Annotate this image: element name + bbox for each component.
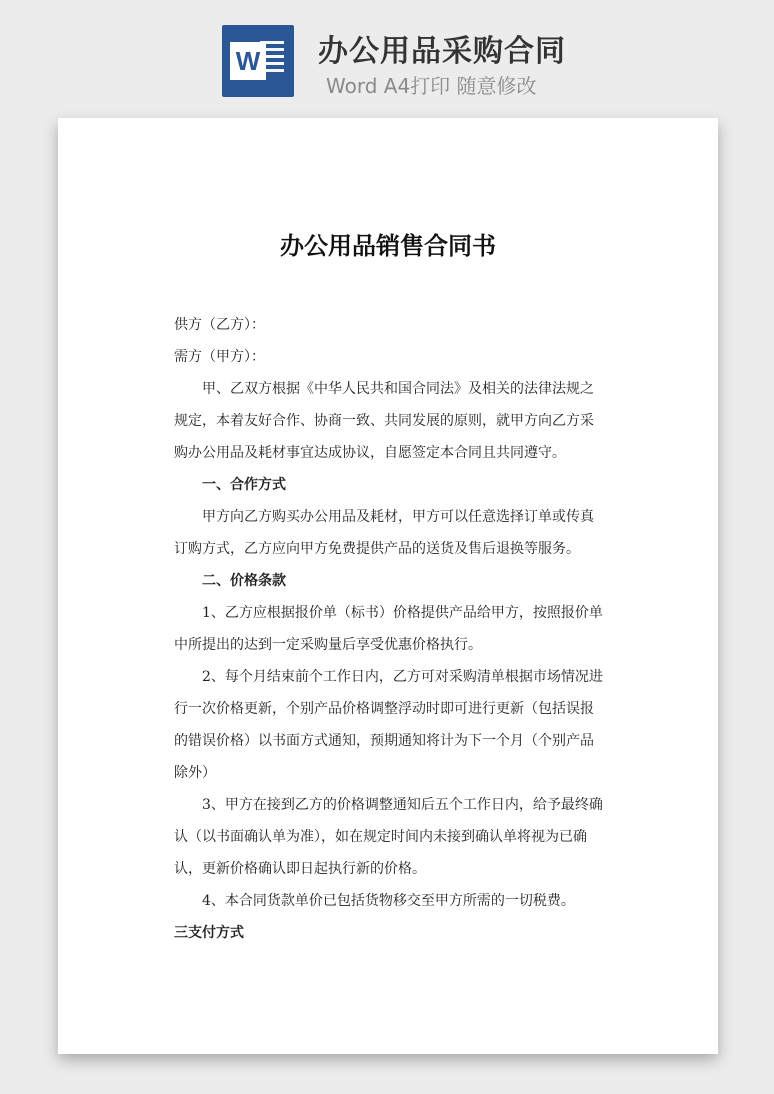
document-title: 办公用品销售合同书: [280, 231, 496, 260]
clause-1-paragraph: 1、乙方应根据报价单（标书）价格提供产品给甲方，按照报价单中所提出的达到一定采购量后享受优惠价格执行。: [174, 605, 603, 653]
intro-paragraph: 甲、乙双方根据《中华人民共和国合同法》及相关的法律法规之规定，本着友好合作、协商一致、共同发展的原则，就甲方向乙方采购办公用品及耗材事宜达成协议，自愿签定本合同且共同遵守。: [174, 381, 594, 461]
buyer-line: 需方（甲方）：: [174, 349, 265, 365]
header-title: 办公用品采购合同: [318, 34, 566, 69]
clause-4-paragraph: 4、本合同货款单价已包括货物移交至甲方所需的一切税费。: [202, 893, 575, 909]
word-icon: [222, 25, 294, 97]
clause-3-paragraph: 3、甲方在接到乙方的价格调整通知后五个工作日内，给予最终确认（以书面确认单为准），如在规定时间内未接到确认单将视为已确认，更新价格确认即日起执行新的价格。: [174, 797, 603, 877]
document-page: [58, 118, 718, 1054]
header-subtitle: Word A4打印 随意修改: [326, 74, 537, 98]
word-logo-letter: W: [230, 42, 266, 80]
document-body: [174, 309, 606, 949]
section-3-heading: 三支付方式: [174, 925, 244, 941]
section-1-paragraph: 甲方向乙方购买办公用品及耗材，甲方可以任意选择订单或传真订购方式，乙方应向甲方免费提供产品的送货及售后退换等服务。: [174, 509, 594, 557]
section-2-heading: 二、价格条款: [202, 573, 286, 589]
page-header: [0, 0, 774, 110]
supplier-line: 供方（乙方）：: [174, 317, 265, 333]
section-1-heading: 一、合作方式: [202, 477, 286, 493]
clause-2-paragraph: 2、每个月结束前个工作日内，乙方可对采购清单根据市场情况进行一次价格更新，个别产品价格调整浮动时即可进行更新（包括误报的错误价格）以书面方式通知，预期通知将计为下一个月（个别产品除外）: [174, 669, 603, 781]
